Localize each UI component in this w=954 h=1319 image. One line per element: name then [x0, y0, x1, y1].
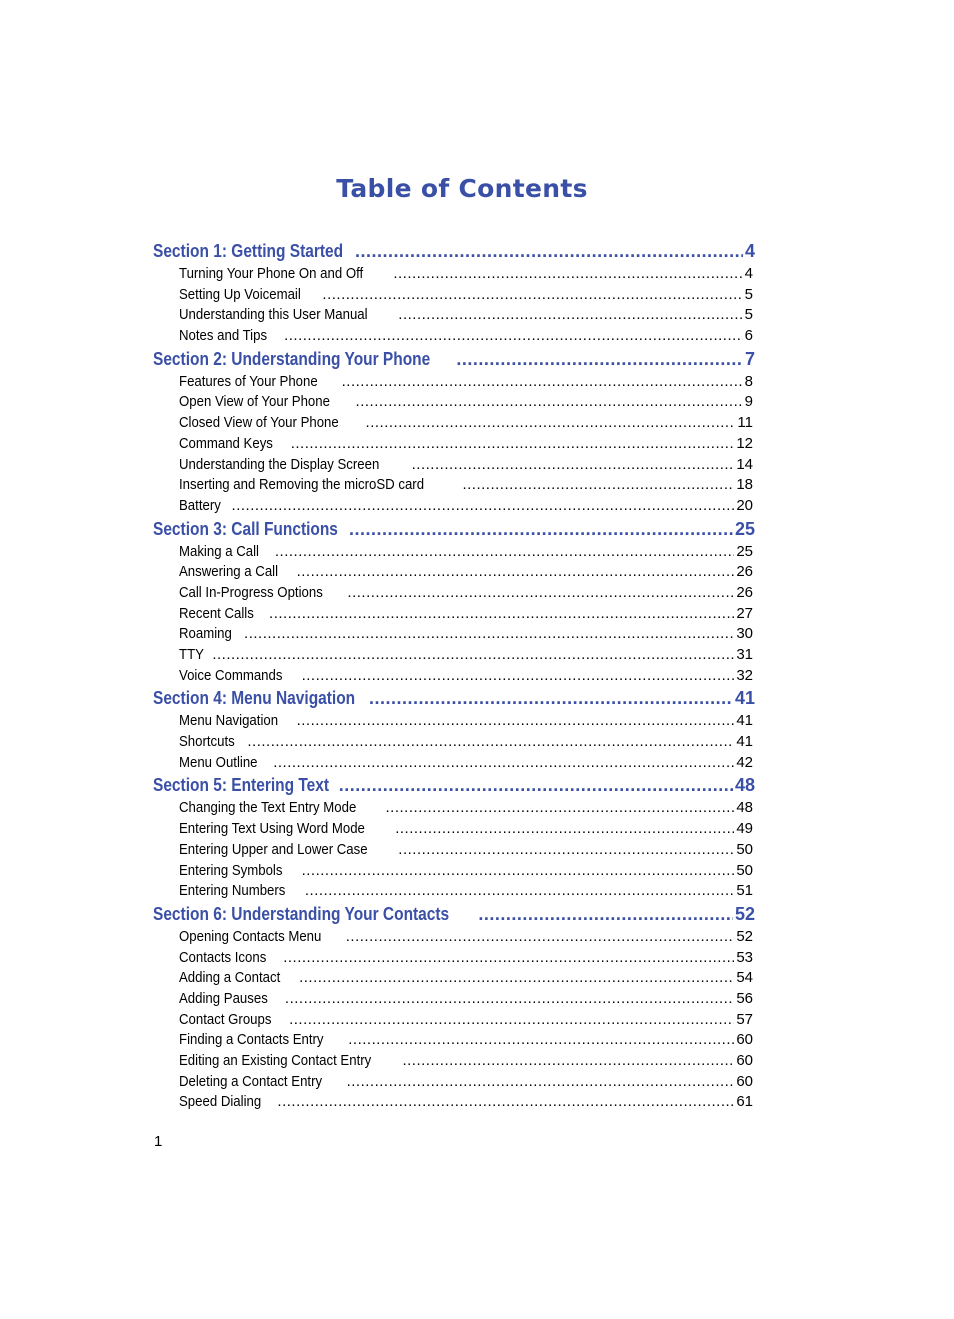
toc-entry-link[interactable] [153, 413, 753, 434]
toc-entry-page: 11 [737, 414, 753, 432]
toc-entry-page: 26 [736, 583, 753, 601]
toc-entry-link[interactable] [153, 927, 753, 948]
dot-leader [356, 392, 743, 413]
toc-section [153, 687, 755, 773]
toc-entry-link[interactable] [153, 1051, 753, 1072]
toc-section [153, 240, 755, 347]
dot-leader [347, 583, 734, 604]
toc-entry-link[interactable] [153, 624, 753, 645]
toc-entry-title: Entering Symbols [179, 861, 283, 879]
toc-entry-title: Menu Navigation [179, 712, 279, 730]
dot-leader [299, 968, 734, 989]
toc-entry-title: Open View of Your Phone [179, 393, 330, 411]
toc-entry-page: 48 [736, 799, 753, 817]
toc-entry-link[interactable] [153, 285, 753, 306]
toc-entry-title: TTY [179, 646, 204, 663]
toc-entry-page: 60 [736, 1052, 753, 1069]
dot-leader [232, 496, 735, 517]
toc-entry-page: 51 [736, 882, 753, 900]
table-of-contents [153, 239, 755, 1114]
toc-entry-link[interactable] [153, 496, 753, 517]
toc-entry-link[interactable] [153, 1092, 753, 1113]
toc-entry-title: Understanding this User Manual [179, 306, 368, 324]
toc-entry-title: Inserting and Removing the microSD card [179, 476, 425, 494]
dot-leader [212, 645, 734, 666]
toc-entry-page: 54 [736, 969, 753, 987]
toc-section-page: 48 [734, 775, 755, 796]
toc-entry-link[interactable] [153, 326, 753, 347]
toc-entry-link[interactable] [153, 305, 753, 326]
toc-entry-link[interactable] [153, 968, 753, 989]
dot-leader [297, 562, 735, 583]
dot-leader [402, 1051, 734, 1072]
toc-section-title: Section 4: Menu Navigation [153, 688, 356, 709]
toc-entry-title: Menu Outline [179, 753, 258, 771]
toc-entry-page: 30 [736, 625, 753, 643]
toc-entry-link[interactable] [153, 989, 753, 1010]
dot-leader [322, 285, 742, 306]
dot-leader [339, 774, 733, 796]
toc-entry-link[interactable] [153, 666, 753, 687]
toc-entry-link[interactable] [153, 732, 753, 753]
toc-entry-page: 42 [736, 753, 753, 771]
toc-entry-link[interactable] [153, 392, 753, 413]
toc-entry-title: Shortcuts [179, 733, 235, 751]
dot-leader [395, 819, 734, 840]
dot-leader [398, 840, 734, 861]
toc-section-link[interactable] [153, 518, 755, 540]
toc-entry-title: Entering Text Using Word Mode [179, 820, 365, 838]
toc-entry-link[interactable] [153, 645, 753, 666]
toc-entry-link[interactable] [153, 434, 753, 455]
toc-entry-title: Understanding the Display Screen [179, 455, 380, 473]
dot-leader [347, 1072, 735, 1093]
dot-leader [244, 624, 734, 645]
toc-entry-link[interactable] [153, 798, 753, 819]
dot-leader [297, 711, 735, 732]
dot-leader [247, 732, 734, 753]
dot-leader [269, 604, 734, 625]
toc-entry-page: 6 [744, 327, 753, 345]
toc-section [153, 518, 755, 687]
dot-leader [346, 927, 735, 948]
toc-entry-title: Voice Commands [179, 666, 283, 684]
toc-entry-title: Closed View of Your Phone [179, 414, 339, 432]
dot-leader [285, 989, 734, 1010]
toc-entry-title: Editing an Existing Contact Entry [179, 1052, 372, 1069]
toc-entry-title: Changing the Text Entry Mode [179, 799, 357, 817]
toc-section-link[interactable] [153, 903, 755, 925]
dot-leader [302, 861, 735, 882]
toc-entry-title: Speed Dialing [179, 1093, 262, 1111]
toc-entry-page: 41 [736, 712, 753, 730]
toc-entry-title: Roaming [179, 625, 232, 643]
dot-leader [291, 434, 735, 455]
toc-entry-link[interactable] [153, 455, 753, 476]
toc-section-title: Section 1: Getting Started [153, 241, 344, 261]
toc-entry-title: Deleting a Contact Entry [179, 1072, 323, 1090]
toc-section-title: Section 3: Call Functions [153, 518, 338, 539]
toc-entry-title: Finding a Contacts Entry [179, 1031, 324, 1049]
toc-entry-link[interactable] [153, 1010, 753, 1031]
toc-section [153, 903, 755, 1113]
dot-leader [305, 881, 734, 902]
toc-section-page: 52 [734, 903, 755, 924]
toc-entry-link[interactable] [153, 711, 753, 732]
toc-section-link[interactable] [153, 240, 755, 262]
dot-leader [348, 1030, 734, 1051]
toc-entry-page: 50 [736, 840, 753, 858]
toc-entry-link[interactable] [153, 264, 753, 285]
dot-leader [456, 348, 743, 370]
dot-leader [349, 518, 733, 540]
dot-leader [462, 475, 734, 496]
toc-entry-link[interactable] [153, 840, 753, 861]
toc-section-title: Section 6: Understanding Your Contacts [153, 903, 450, 924]
toc-entry-link[interactable] [153, 1072, 753, 1093]
dot-leader [355, 240, 743, 262]
toc-entry-page: 27 [736, 604, 753, 622]
toc-section-link[interactable] [153, 687, 755, 709]
dot-leader [284, 326, 743, 347]
toc-section-page: 4 [744, 241, 755, 261]
toc-entry-page: 50 [736, 861, 753, 879]
dot-leader [283, 948, 734, 969]
toc-entry-link[interactable] [153, 1030, 753, 1051]
toc-entry-page: 5 [744, 306, 753, 324]
dot-leader [393, 264, 742, 285]
toc-entry-page: 12 [736, 434, 753, 452]
toc-entry-page: 32 [736, 666, 753, 684]
toc-entry-page: 5 [744, 285, 753, 303]
toc-entry-page: 31 [736, 646, 753, 663]
toc-section-page: 7 [744, 348, 755, 369]
toc-entry-page: 14 [736, 455, 753, 473]
dot-leader [342, 372, 743, 393]
toc-entry-page: 49 [736, 820, 753, 838]
toc-entry-page: 20 [736, 496, 753, 514]
toc-entry-title: Turning Your Phone On and Off [179, 265, 364, 282]
toc-entry-page: 26 [736, 563, 753, 581]
dot-leader [386, 798, 735, 819]
toc-entry-title: Recent Calls [179, 604, 254, 622]
dot-leader [275, 542, 734, 563]
toc-entry-page: 52 [736, 927, 753, 945]
toc-entry-page: 61 [736, 1093, 753, 1111]
toc-section-page: 41 [734, 688, 755, 709]
toc-entry-page: 18 [736, 476, 753, 494]
dot-leader [412, 455, 735, 476]
toc-section-title: Section 5: Entering Text [153, 775, 330, 796]
toc-entry-title: Answering a Call [179, 563, 279, 581]
toc-entry-link[interactable] [153, 861, 753, 882]
toc-section-link[interactable] [153, 774, 755, 796]
toc-entry-link[interactable] [153, 542, 753, 563]
toc-entry-link[interactable] [153, 562, 753, 583]
toc-entry-title: Entering Upper and Lower Case [179, 840, 368, 858]
dot-leader [273, 753, 734, 774]
toc-entry-link[interactable] [153, 753, 753, 774]
toc-entry-page: 60 [736, 1072, 753, 1090]
toc-entry-page: 56 [736, 989, 753, 1007]
dot-leader [289, 1010, 734, 1031]
toc-section [153, 774, 755, 901]
toc-entry-title: Call In-Progress Options [179, 583, 323, 601]
toc-entry-title: Adding Pauses [179, 989, 268, 1007]
toc-entry-title: Setting Up Voicemail [179, 285, 301, 303]
toc-entry-title: Command Keys [179, 434, 273, 452]
toc-entry-page: 8 [744, 372, 753, 390]
toc-entry-page: 60 [736, 1031, 753, 1049]
toc-entry-page: 57 [736, 1010, 753, 1028]
toc-entry-page: 4 [744, 265, 753, 282]
toc-entry-title: Contact Groups [179, 1010, 272, 1028]
toc-entry-title: Features of Your Phone [179, 372, 318, 390]
toc-entry-title: Notes and Tips [179, 327, 268, 345]
toc-entry-page: 53 [736, 948, 753, 966]
toc-entry-page: 41 [736, 733, 753, 751]
page-title: Table of Contents [336, 174, 588, 203]
dot-leader [478, 903, 733, 925]
toc-entry-link[interactable] [153, 372, 753, 393]
toc-entry-title: Battery [179, 496, 221, 514]
toc-section [153, 348, 755, 517]
toc-entry-link[interactable] [153, 819, 753, 840]
toc-entry-page: 25 [736, 542, 753, 560]
toc-entry-title: Adding a Contact [179, 969, 281, 987]
page-number: 1 [154, 1133, 163, 1150]
toc-entry-title: Making a Call [179, 542, 259, 560]
toc-section-page: 25 [734, 518, 755, 539]
toc-entry-link[interactable] [153, 881, 753, 902]
toc-entry-link[interactable] [153, 583, 753, 604]
dot-leader [302, 666, 735, 687]
toc-entry-link[interactable] [153, 604, 753, 625]
toc-entry-title: Opening Contacts Menu [179, 927, 322, 945]
toc-section-title: Section 2: Understanding Your Phone [153, 348, 431, 369]
dot-leader [366, 413, 736, 434]
toc-entry-title: Contacts Icons [179, 948, 267, 966]
dot-leader [277, 1092, 734, 1113]
toc-entry-link[interactable] [153, 948, 753, 969]
dot-leader [369, 687, 733, 709]
toc-entry-title: Entering Numbers [179, 882, 286, 900]
dot-leader [398, 305, 742, 326]
toc-entry-link[interactable] [153, 475, 753, 496]
toc-entry-page: 9 [744, 393, 753, 411]
toc-section-link[interactable] [153, 348, 755, 370]
